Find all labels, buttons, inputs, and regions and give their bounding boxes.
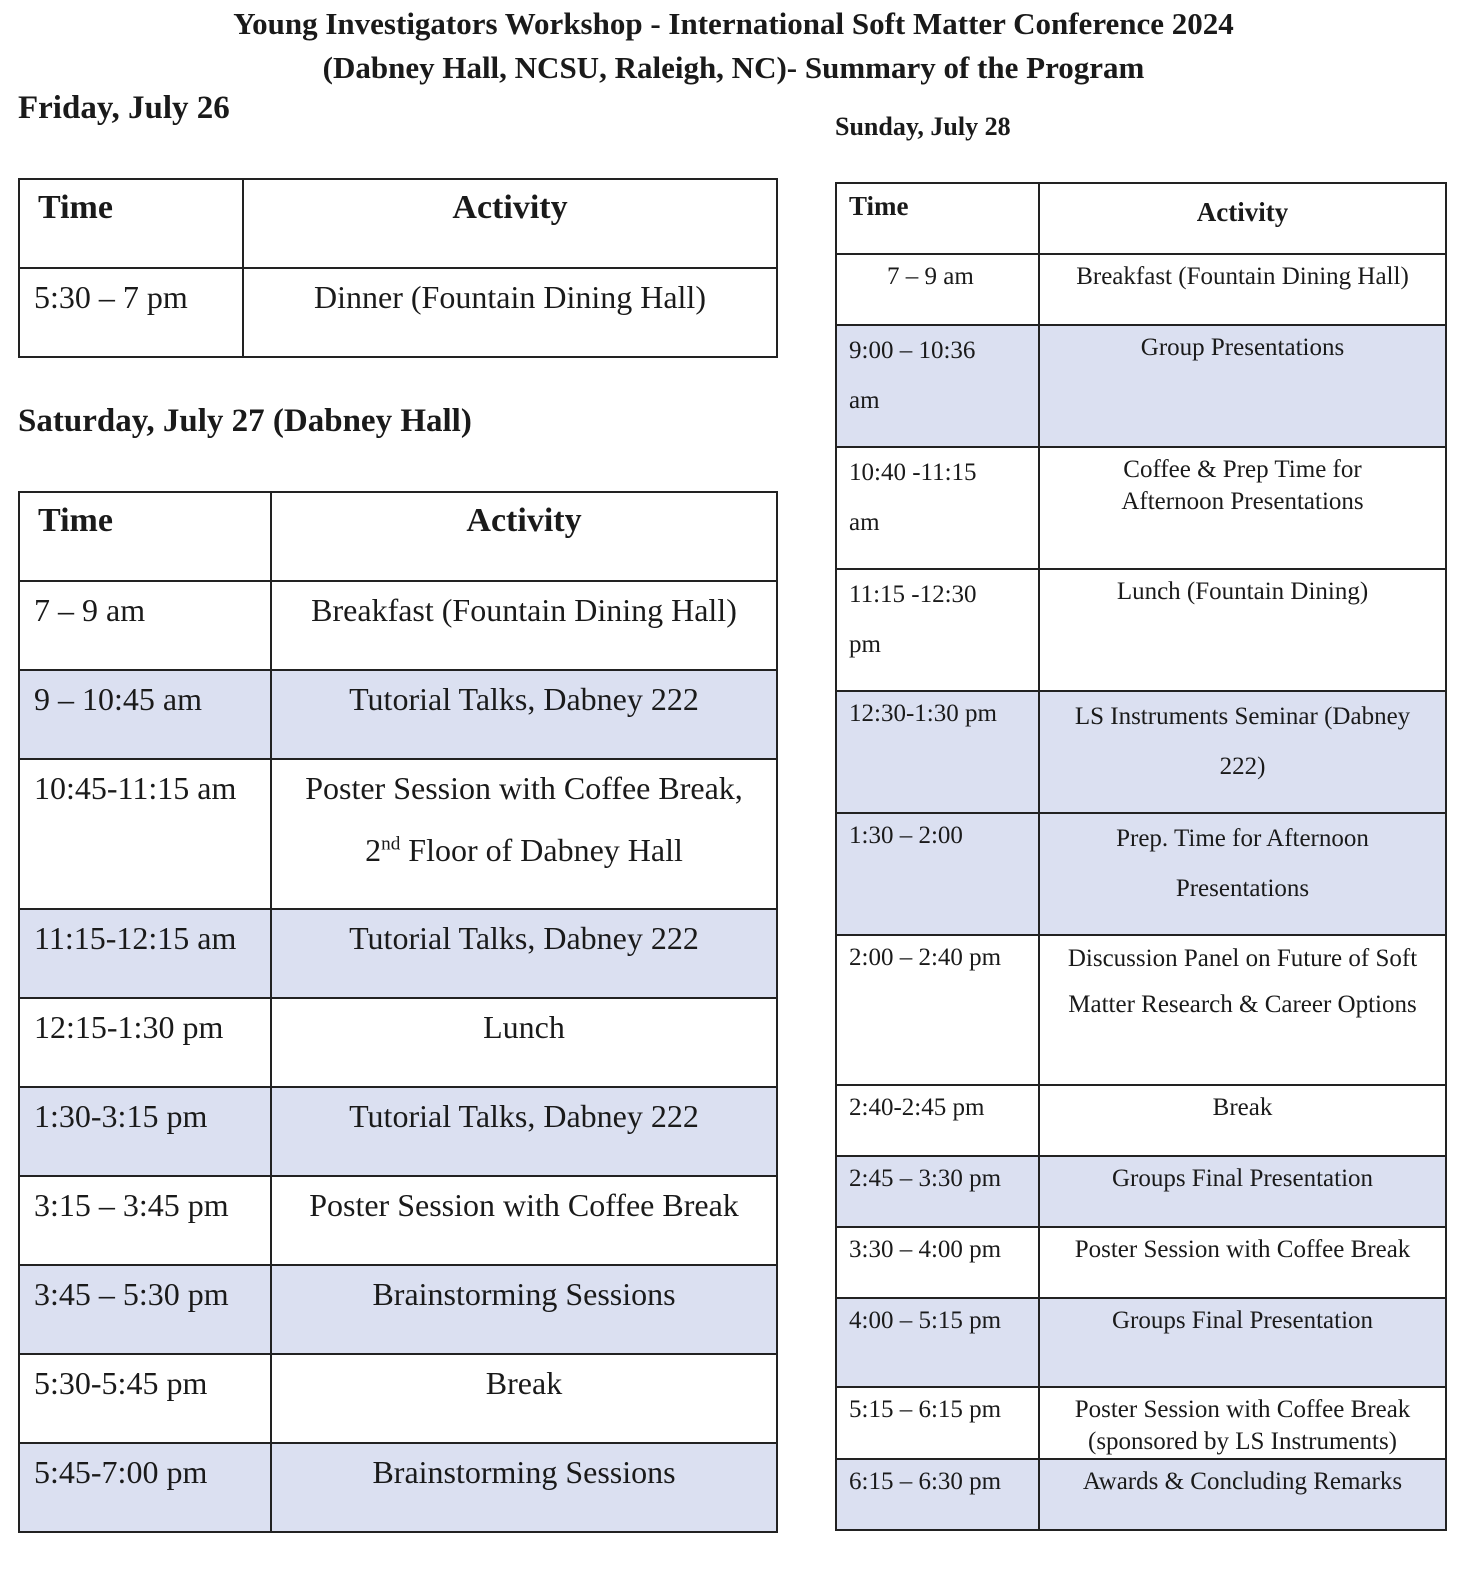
time-cell: 12:15-1:30 pm <box>19 998 271 1087</box>
table-row <box>836 1459 1446 1530</box>
activity-line: Prep. Time for Afternoon <box>1116 825 1369 852</box>
time-cell: 5:30 – 7 pm <box>19 268 243 357</box>
saturday-heading: Saturday, July 27 (Dabney Hall) <box>18 403 472 439</box>
table-row <box>19 1176 777 1265</box>
time-cell: 11:15-12:15 am <box>19 909 271 998</box>
time-cell: 6:15 – 6:30 pm <box>836 1459 1039 1530</box>
activity-cell <box>1039 1387 1446 1459</box>
table-row <box>836 691 1446 813</box>
activity-cell: Breakfast (Fountain Dining Hall) <box>1039 254 1446 325</box>
time-cell: 7 – 9 am <box>19 581 271 670</box>
activity-line: Afternoon Presentations <box>1121 488 1364 515</box>
table-header-row <box>19 492 777 581</box>
activity-line: LS Instruments Seminar (Dabney <box>1074 703 1411 730</box>
table-row <box>19 1265 777 1354</box>
time-cell <box>836 569 1039 691</box>
document-title-line-1: Young Investigators Workshop - International Soft Matter Conference 2024 <box>233 6 1234 41</box>
activity-cell: Poster Session with Coffee Break <box>271 1176 777 1265</box>
ordinal-number: 2 <box>365 832 382 868</box>
activity-line: Matter Research & Career Options <box>1068 991 1417 1018</box>
activity-cell <box>1039 447 1446 569</box>
activity-cell: Lunch (Fountain Dining) <box>1039 569 1446 691</box>
activity-cell: Tutorial Talks, Dabney 222 <box>271 909 777 998</box>
activity-cell: Dinner (Fountain Dining Hall) <box>243 268 777 357</box>
activity-cell <box>1039 691 1446 813</box>
time-line: am <box>849 509 880 536</box>
time-column-header: Time <box>19 492 271 581</box>
time-line: 11:15 -12:30 <box>849 581 977 608</box>
saturday-schedule-table <box>18 491 778 1533</box>
activity-line <box>278 830 770 870</box>
time-line: 10:40 -11:15 <box>849 459 977 486</box>
time-cell: 3:45 – 5:30 pm <box>19 1265 271 1354</box>
table-row <box>19 268 777 357</box>
time-column-header: Time <box>836 183 1039 254</box>
time-cell: 2:45 – 3:30 pm <box>836 1156 1039 1227</box>
table-row <box>836 1298 1446 1387</box>
sunday-schedule-table <box>835 182 1447 1531</box>
activity-cell: Breakfast (Fountain Dining Hall) <box>271 581 777 670</box>
time-line: pm <box>849 631 881 658</box>
activity-line: Presentations <box>1175 875 1310 902</box>
sunday-heading: Sunday, July 28 <box>835 112 1011 141</box>
time-line: 9:00 – 10:36 <box>849 337 976 364</box>
activity-cell: Awards & Concluding Remarks <box>1039 1459 1446 1530</box>
table-row <box>19 670 777 759</box>
activity-column-header: Activity <box>271 492 777 581</box>
table-row <box>836 1156 1446 1227</box>
activity-cell: Poster Session with Coffee Break <box>1039 1227 1446 1298</box>
activity-cell: Break <box>1039 1085 1446 1156</box>
activity-line: Poster Session with Coffee Break, <box>305 770 743 806</box>
activity-cell: Groups Final Presentation <box>1039 1156 1446 1227</box>
activity-cell <box>271 759 777 909</box>
table-header-row <box>19 179 777 268</box>
activity-cell: Groups Final Presentation <box>1039 1298 1446 1387</box>
activity-cell: Lunch <box>271 998 777 1087</box>
activity-line-rest: Floor of Dabney Hall <box>400 832 683 868</box>
activity-line: Poster Session with Coffee Break <box>1074 1396 1411 1423</box>
friday-heading: Friday, July 26 <box>18 90 230 126</box>
activity-column-header: Activity <box>243 179 777 268</box>
activity-cell <box>1039 935 1446 1085</box>
activity-cell: Tutorial Talks, Dabney 222 <box>271 1087 777 1176</box>
table-row <box>836 1085 1446 1156</box>
activity-cell: Brainstorming Sessions <box>271 1443 777 1532</box>
activity-line: 222) <box>1219 753 1266 780</box>
activity-cell: Brainstorming Sessions <box>271 1265 777 1354</box>
activity-cell <box>1039 813 1446 935</box>
time-cell: 3:30 – 4:00 pm <box>836 1227 1039 1298</box>
table-header-row <box>836 183 1446 254</box>
time-cell: 1:30-3:15 pm <box>19 1087 271 1176</box>
time-cell: 4:00 – 5:15 pm <box>836 1298 1039 1387</box>
activity-cell: Group Presentations <box>1039 325 1446 447</box>
time-cell: 5:45-7:00 pm <box>19 1443 271 1532</box>
time-cell: 9 – 10:45 am <box>19 670 271 759</box>
table-row <box>19 1354 777 1443</box>
friday-schedule-table <box>18 178 778 358</box>
table-row <box>836 569 1446 691</box>
activity-column-header: Activity <box>1039 183 1446 254</box>
activity-line: Coffee & Prep Time for <box>1123 456 1362 483</box>
time-cell: 12:30-1:30 pm <box>836 691 1039 813</box>
table-row <box>836 1227 1446 1298</box>
time-cell: 5:30-5:45 pm <box>19 1354 271 1443</box>
activity-cell: Tutorial Talks, Dabney 222 <box>271 670 777 759</box>
table-row <box>19 998 777 1087</box>
table-row <box>836 447 1446 569</box>
time-line: am <box>849 387 880 414</box>
table-row <box>19 1443 777 1532</box>
activity-line: (sponsored by LS Instruments) <box>1088 1428 1397 1455</box>
table-row <box>19 909 777 998</box>
table-row <box>836 935 1446 1085</box>
activity-line: Discussion Panel on Future of Soft <box>1067 945 1418 972</box>
table-row <box>19 1087 777 1176</box>
table-row <box>836 254 1446 325</box>
time-cell: 10:45-11:15 am <box>19 759 271 909</box>
table-row <box>19 581 777 670</box>
time-cell: 5:15 – 6:15 pm <box>836 1387 1039 1459</box>
time-column-header: Time <box>19 179 243 268</box>
ordinal-suffix: nd <box>381 833 401 855</box>
time-cell: 3:15 – 3:45 pm <box>19 1176 271 1265</box>
time-cell <box>836 325 1039 447</box>
time-cell: 7 – 9 am <box>836 254 1039 325</box>
table-row <box>836 325 1446 447</box>
time-cell <box>836 447 1039 569</box>
table-row <box>19 759 777 909</box>
table-row <box>836 813 1446 935</box>
time-cell: 2:40-2:45 pm <box>836 1085 1039 1156</box>
activity-cell: Break <box>271 1354 777 1443</box>
time-cell: 1:30 – 2:00 <box>836 813 1039 935</box>
table-row <box>836 1387 1446 1459</box>
time-cell: 2:00 – 2:40 pm <box>836 935 1039 1085</box>
document-title-line-2: (Dabney Hall, NCSU, Raleigh, NC)- Summary of the Program <box>322 50 1145 85</box>
